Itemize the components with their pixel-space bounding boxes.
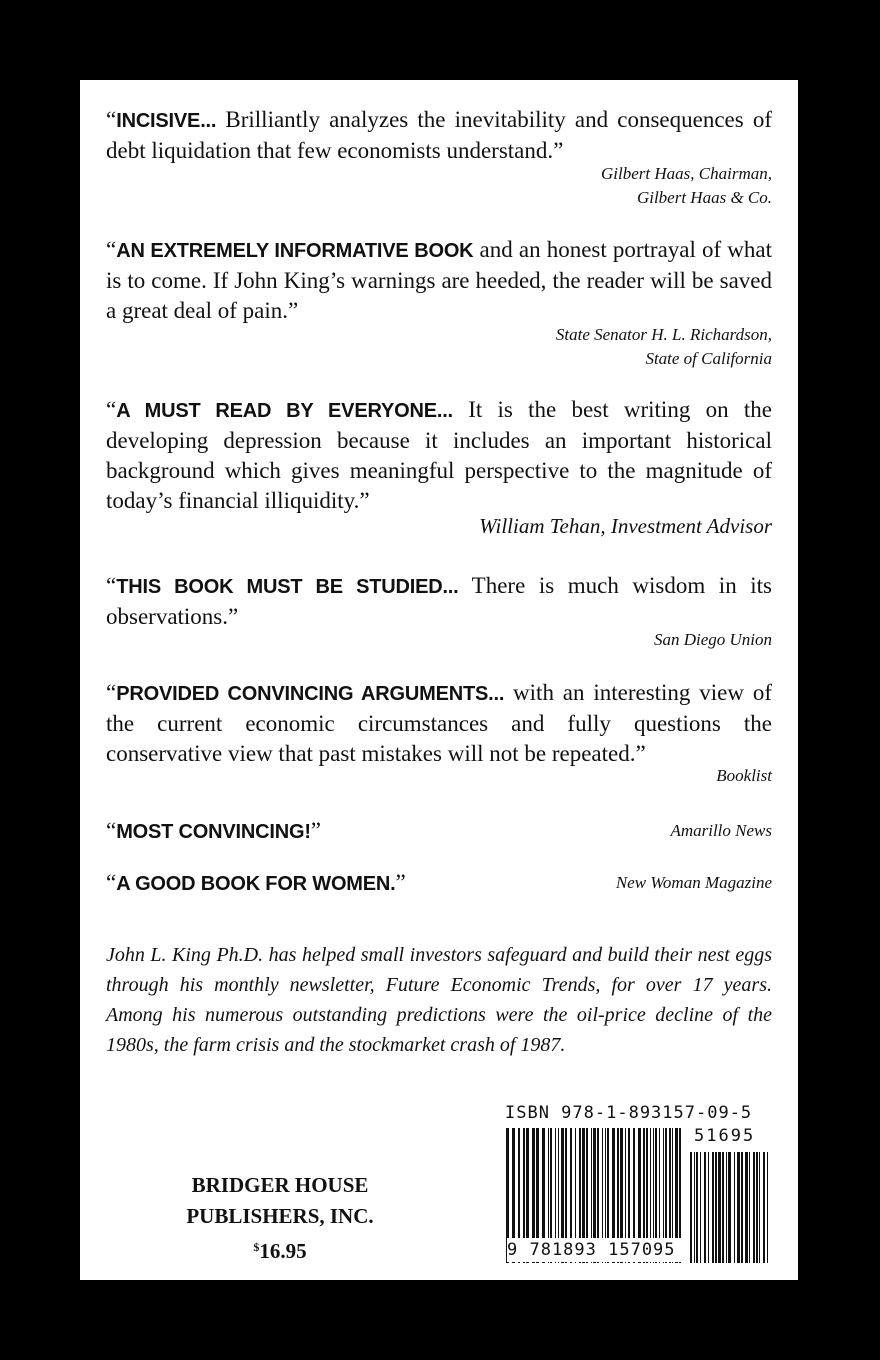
publisher-name-line2: PUBLISHERS, INC.: [186, 1204, 374, 1228]
barcode-bar: [737, 1152, 740, 1263]
barcode-bar: [715, 1152, 717, 1263]
barcode-bar: [700, 1152, 701, 1263]
attribution-line: Booklist: [716, 766, 772, 785]
open-quote-mark: “: [106, 870, 117, 895]
open-quote-mark: “: [106, 237, 117, 262]
barcode-bar: [763, 1152, 765, 1263]
price-symbol: $: [253, 1240, 260, 1254]
barcode-bar: [753, 1152, 755, 1263]
quote-headline: MOST CONVINCING!: [116, 821, 311, 843]
open-quote-mark: “: [106, 107, 117, 132]
review-quote-3: [106, 395, 772, 516]
barcode-bar: [749, 1152, 750, 1263]
quote-body: ”: [395, 870, 406, 895]
open-quote-mark: “: [106, 397, 117, 422]
quote-body: Brilliantly analyzes the inevitability and consequences of debt liquidation that few economists understand.”: [106, 107, 772, 163]
open-quote-mark: “: [106, 818, 117, 843]
barcode-bar: [718, 1152, 721, 1263]
attribution-line: State Senator H. L. Richardson,: [555, 325, 772, 344]
review-quote-4: [106, 571, 772, 632]
quote-body: ”: [310, 818, 322, 843]
barcode-bar: [704, 1152, 706, 1263]
barcode-bar: [741, 1152, 743, 1263]
author-bio: John L. King Ph.D. has helped small investors safeguard and build their nest eggs through his monthly newsletter, Future Economic Trends, for over 17 years. Among his numerous outstanding predictions were the oil-price decline of the 1980s, the farm crisis and the stockmarket crash of 1987.: [106, 944, 772, 1056]
quote-headline: A MUST READ BY EVERYONE...: [116, 400, 453, 422]
price-value: 16.95: [259, 1239, 307, 1263]
attribution-line: William Tehan, Investment Advisor: [479, 514, 772, 538]
attribution-line: Gilbert Haas, Chairman,: [601, 164, 772, 183]
quote-body: It is the best writing on the developing depression because it includes an important historical background which gives meaningful perspective to the magnitude of today’s financial illiquidity.”: [106, 397, 772, 513]
price: [140, 1232, 420, 1267]
quote-attribution: [272, 514, 772, 538]
barcode-bar: [708, 1152, 709, 1263]
quote-attribution: [272, 764, 772, 788]
attribution-line: State of California: [645, 349, 772, 368]
barcode-ean-digits: 9 781893 157095: [507, 1238, 683, 1262]
quote-attribution: [272, 628, 772, 652]
barcode-bar: [728, 1152, 731, 1263]
barcode-bar: [745, 1152, 748, 1263]
back-cover-panel: [80, 80, 798, 1280]
isbn-label: ISBN 978-1-893157-09-5: [505, 1103, 753, 1123]
review-quote-2: [106, 235, 772, 326]
barcode-bar: [756, 1152, 758, 1263]
quote-attribution: [272, 819, 772, 843]
quote-attribution: [272, 871, 772, 895]
barcode-bar: [712, 1152, 714, 1263]
quote-body: and an honest portrayal of what is to come. If John King’s warnings are heeded, the reader will be saved a great deal of pain.”: [106, 237, 772, 323]
attribution-line: New Woman Magazine: [615, 873, 772, 892]
barcode-bar: [767, 1152, 768, 1263]
open-quote-mark: “: [106, 573, 117, 598]
review-quote-1: [106, 105, 772, 166]
attribution-line: Gilbert Haas & Co.: [636, 188, 772, 207]
barcode-bar: [690, 1152, 692, 1263]
review-quote-5: [106, 678, 772, 769]
quote-headline: THIS BOOK MUST BE STUDIED...: [116, 576, 459, 598]
barcode-bar: [694, 1152, 695, 1263]
barcode-addon-icon: [689, 1152, 773, 1263]
quote-headline: INCISIVE...: [116, 110, 217, 132]
barcode-bar: [759, 1152, 760, 1263]
barcode-bar: [722, 1152, 724, 1263]
attribution-line: San Diego Union: [653, 630, 772, 649]
quote-body: with an interesting view of the current economic circumstances and fully questions the conservative view that past mistakes will not be repeated.”: [106, 680, 772, 766]
barcode-bar: [734, 1152, 735, 1263]
publisher-block: [140, 1170, 420, 1267]
attribution-line: Amarillo News: [670, 821, 772, 840]
quote-headline: A GOOD BOOK FOR WOMEN.: [116, 873, 396, 895]
open-quote-mark: “: [106, 680, 117, 705]
barcode-bar: [726, 1152, 727, 1263]
quote-attribution: [272, 162, 772, 210]
quote-attribution: [272, 323, 772, 371]
barcode-bar: [696, 1152, 698, 1263]
barcode-addon-digits: 51695: [694, 1126, 756, 1146]
quote-headline: AN EXTREMELY INFORMATIVE BOOK: [116, 240, 474, 262]
publisher-name-line1: BRIDGER HOUSE: [191, 1173, 369, 1197]
quote-headline: PROVIDED CONVINCING ARGUMENTS...: [116, 683, 505, 705]
quote-body: There is much wisdom in its observations.”: [106, 573, 772, 629]
